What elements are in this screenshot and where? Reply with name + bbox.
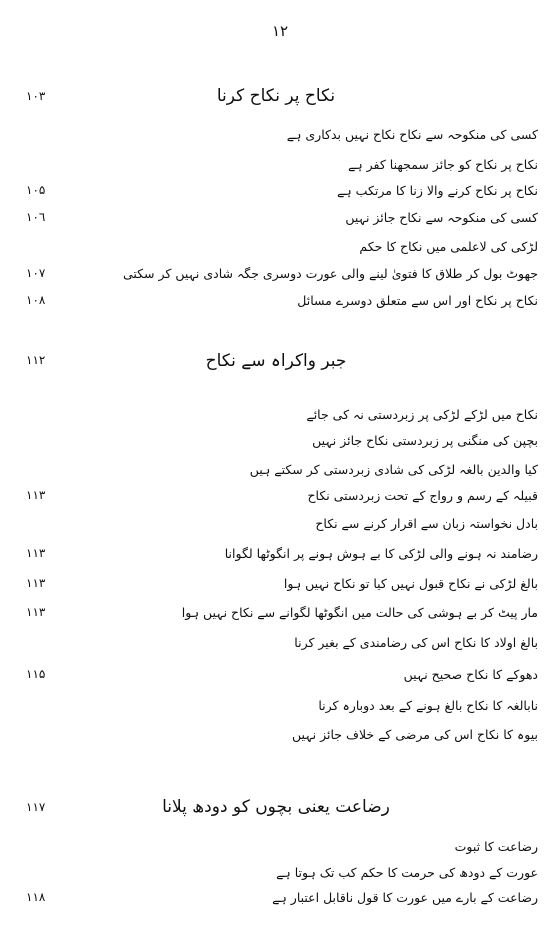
toc-entry — [26, 664, 538, 684]
entry-title: نکاح پر نکاح اور اس سے متعلق دوسرے مسائل — [297, 292, 538, 308]
entry-title: نابالغہ کا نکاح بالغ ہونے کے بعد دوبارہ کرنا — [318, 697, 538, 713]
toc-entry — [26, 887, 538, 907]
toc-entry — [26, 513, 538, 533]
toc-entry — [26, 602, 538, 622]
toc-entry — [26, 543, 538, 563]
section-heading — [26, 86, 538, 106]
entry-title: قبیلہ کے رسم و رواج کے تحت زبردستی نکاح — [307, 487, 538, 503]
entry-title: نکاح پر نکاح کو جائز سمجھنا کفر ہے — [348, 156, 538, 172]
toc-entry — [26, 430, 538, 450]
toc-entry — [26, 236, 538, 256]
page-reference: ١٠٣ — [26, 89, 46, 103]
page-reference: ١١٣ — [26, 576, 46, 590]
entry-title: جھوٹ بول کر طلاق کا فتویٰ لینے والی عورت دوسری جگہ شادی نہیں کر سکتی — [122, 265, 538, 281]
entry-title: عورت کے دودھ کی حرمت کا حکم کب تک ہوتا ہے — [276, 864, 538, 880]
toc-entry — [26, 573, 538, 593]
page-reference: ١٠٧ — [26, 266, 46, 280]
entry-title: کسی کی منکوحہ سے نکاح نکاح نہیں بدکاری ہے — [286, 126, 538, 142]
page-reference: ١٠۵ — [26, 183, 46, 197]
toc-entry — [26, 724, 538, 744]
page-reference: ١١٧ — [26, 800, 46, 814]
entry-title: دھوکے کا نکاح صحیح نہیں — [403, 666, 538, 682]
entry-title: کسی کی منکوحہ سے نکاح جائز نہیں — [345, 209, 538, 225]
page-reference: ١١٣ — [26, 546, 46, 560]
entry-title: بیوہ کا نکاح اس کی مرضی کے خلاف جائز نہیں — [292, 726, 538, 742]
toc-entry — [26, 290, 538, 310]
section-title: رضاعت یعنی بچوں کو دودھ پلانا — [162, 797, 390, 817]
page-reference: ١١٣ — [26, 488, 46, 502]
page-reference: ١١٣ — [26, 605, 46, 619]
toc-entry — [26, 404, 538, 424]
toc-entry — [26, 263, 538, 283]
toc-entry — [26, 836, 538, 856]
entry-title: رضاعت کا ثبوت — [454, 838, 538, 854]
entry-title: بادل نخواستہ زبان سے اقرار کرنے سے نکاح — [315, 515, 538, 531]
entry-title: نکاح میں لڑکے لڑکی پر زبردستی نہ کی جائے — [306, 406, 538, 422]
section-heading — [26, 797, 538, 817]
toc-entry — [26, 207, 538, 227]
entry-title: بالغ لڑکی نے نکاح قبول نہیں کیا تو نکاح نہیں ہوا — [283, 575, 538, 591]
entry-title: بالغ اولاد کا نکاح اس کی رضامندی کے بغیر کرنا — [294, 634, 538, 650]
toc-entry — [26, 862, 538, 882]
page-reference: ١٠٦ — [26, 210, 46, 224]
section-title: نکاح پر نکاح کرنا — [216, 86, 336, 106]
toc-entry — [26, 485, 538, 505]
page-reference: ١١٨ — [26, 890, 46, 904]
entry-title: کیا والدین بالغہ لڑکی کی شادی زبردستی کر سکتے ہیں — [249, 461, 538, 477]
entry-title: رضاعت کے بارے میں عورت کا قول ناقابل اعتبار ہے — [272, 889, 538, 905]
entry-title: لڑکی کی لاعلمی میں نکاح کا حکم — [359, 238, 538, 254]
entry-title: مار پیٹ کر بے ہوشی کی حالت میں انگوٹھا لگوانے سے نکاح نہیں ہوا — [181, 604, 538, 620]
toc-entry — [26, 459, 538, 479]
entry-title: نکاح پر نکاح کرنے والا زنا کا مرتکب ہے — [337, 182, 538, 198]
section-heading — [26, 350, 538, 370]
page-reference: ١٠٨ — [26, 293, 46, 307]
page-reference: ١١٢ — [26, 353, 46, 367]
toc-entry — [26, 695, 538, 715]
toc-entry — [26, 632, 538, 652]
page-reference: ١١۵ — [26, 667, 46, 681]
toc-entry — [26, 124, 538, 144]
page-number: ١٢ — [271, 22, 289, 40]
entry-title: رضامند نہ ہونے والی لڑکی کا بے ہوش ہونے پر انگوٹھا لگوانا — [224, 545, 538, 561]
toc-entry — [26, 180, 538, 200]
entry-title: بچپن کی منگنی پر زبردستی نکاح جائز نہیں — [312, 432, 538, 448]
toc-entry — [26, 154, 538, 174]
section-title: جبر واکراہ سے نکاح — [205, 350, 347, 371]
